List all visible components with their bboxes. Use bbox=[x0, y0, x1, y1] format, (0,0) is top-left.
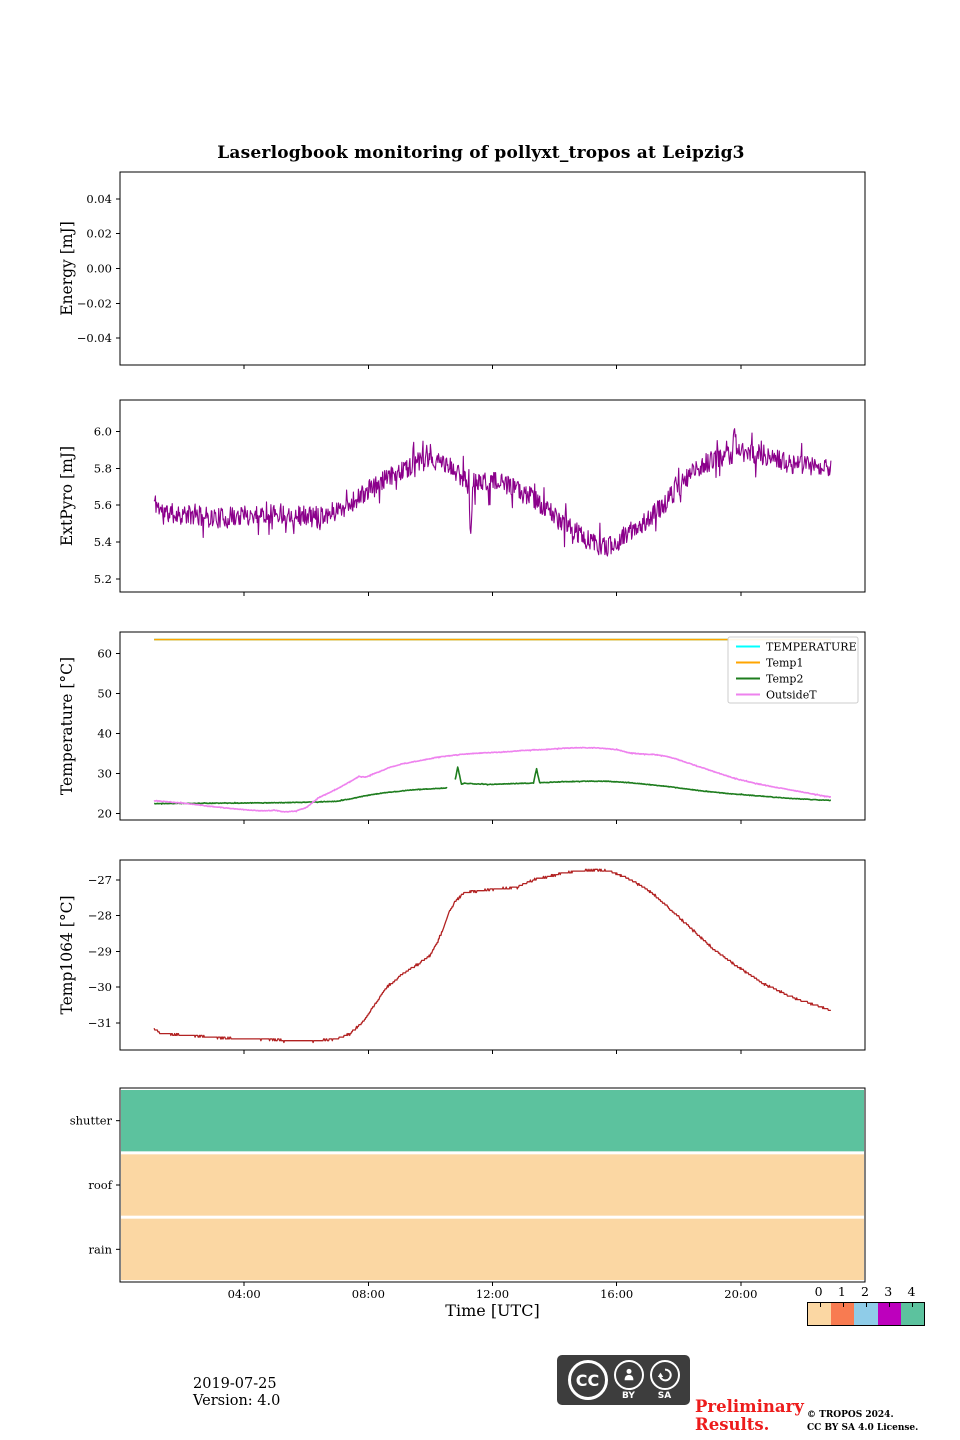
y-tick-label: 6.0 bbox=[93, 424, 112, 439]
legend-label: Temp1 bbox=[766, 656, 804, 670]
status-band-rain bbox=[121, 1219, 864, 1280]
status-band-roof bbox=[121, 1154, 864, 1215]
y-axis-label: Temperature [°C] bbox=[58, 656, 76, 796]
colorbar-segment-4 bbox=[901, 1303, 924, 1325]
legend-label: OutsideT bbox=[766, 688, 817, 702]
y-tick-label: 5.6 bbox=[93, 498, 112, 513]
colorbar-tick bbox=[912, 1303, 913, 1307]
sa-label: SA bbox=[657, 1390, 672, 1401]
y-tick-label: −28 bbox=[87, 908, 112, 923]
y-tick-label: −27 bbox=[87, 873, 112, 887]
y-tick-label: 50 bbox=[97, 686, 112, 701]
colorbar-value-label: 1 bbox=[837, 1284, 846, 1299]
cc-icon: CC bbox=[568, 1360, 608, 1400]
cc-sa-group bbox=[650, 1360, 680, 1401]
y-tick-label: 0.00 bbox=[86, 261, 112, 276]
temp1064-chart bbox=[0, 860, 960, 1050]
colorbar-segment-2 bbox=[854, 1303, 877, 1325]
date-version-block bbox=[193, 1376, 280, 1410]
share-alike-arrow-icon bbox=[650, 1360, 680, 1390]
x-tick-label: 20:00 bbox=[724, 1287, 758, 1301]
y-tick-label: 5.2 bbox=[93, 572, 112, 587]
y-tick-label: 0.02 bbox=[86, 226, 112, 241]
cc-license-badge bbox=[557, 1355, 690, 1405]
legend-label: Temp2 bbox=[766, 672, 804, 686]
colorbar-tick bbox=[820, 1303, 821, 1307]
preliminary-note: Preliminary Results. bbox=[695, 1397, 804, 1435]
colorbar-value-label: 4 bbox=[907, 1284, 916, 1299]
series-ExtPyro bbox=[154, 429, 831, 556]
y-tick-label: 5.8 bbox=[93, 461, 112, 476]
y-axis-label: Energy [mJ] bbox=[58, 221, 76, 316]
y-tick-label: 20 bbox=[97, 806, 112, 821]
series-Temp1064 bbox=[154, 869, 831, 1042]
y-tick-label: 60 bbox=[97, 646, 112, 661]
colorbar-tick bbox=[866, 1303, 867, 1307]
y-tick-label: −0.02 bbox=[76, 296, 112, 311]
y-tick-label: −0.04 bbox=[76, 331, 112, 346]
colorbar-segment-0 bbox=[808, 1303, 831, 1325]
extpyro-chart bbox=[0, 400, 960, 592]
y-tick-label: −29 bbox=[87, 944, 112, 959]
legend-label: TEMPERATURE bbox=[766, 640, 857, 654]
y-tick-label: 0.04 bbox=[86, 191, 112, 206]
plot-date: 2019-07-25 bbox=[193, 1376, 277, 1392]
series-Temp2 bbox=[154, 767, 831, 804]
copyright-note: © TROPOS 2024. CC BY SA 4.0 License. bbox=[807, 1410, 919, 1434]
y-axis-label: Temp1064 [°C] bbox=[58, 895, 76, 1015]
colorbar-segment-3 bbox=[878, 1303, 901, 1325]
colorbar-value-label: 0 bbox=[814, 1284, 823, 1299]
colorbar-values bbox=[807, 1284, 923, 1298]
plot-frame bbox=[120, 172, 865, 365]
x-axis-label: Time [UTC] bbox=[445, 1301, 540, 1320]
plot-frame bbox=[120, 400, 865, 592]
x-tick-label: 12:00 bbox=[475, 1287, 510, 1301]
x-tick-label: 04:00 bbox=[227, 1287, 261, 1301]
y-axis-label: ExtPyro [mJ] bbox=[58, 445, 76, 547]
y-tick-label: 40 bbox=[97, 726, 112, 741]
colorbar-tick bbox=[889, 1303, 890, 1307]
attribution-person-icon bbox=[614, 1360, 644, 1390]
temperature-chart bbox=[0, 632, 960, 820]
status-chart bbox=[0, 1088, 960, 1301]
status-row-label: roof bbox=[88, 1178, 112, 1192]
colorbar-segment-1 bbox=[831, 1303, 854, 1325]
status-row-label: rain bbox=[88, 1242, 112, 1257]
y-tick-label: −31 bbox=[87, 1015, 112, 1030]
figure-title: Laserlogbook monitoring of pollyxt_tropos at Leipzig3 bbox=[217, 143, 745, 163]
colorbar-value-label: 3 bbox=[884, 1284, 893, 1299]
y-tick-label: 5.4 bbox=[93, 535, 112, 550]
status-row-label: shutter bbox=[69, 1113, 112, 1128]
plot-version: Version: 4.0 bbox=[193, 1392, 281, 1409]
status-band-shutter bbox=[121, 1090, 864, 1151]
status-colorbar bbox=[807, 1302, 925, 1326]
cc-by-group bbox=[614, 1360, 644, 1401]
colorbar-tick bbox=[843, 1303, 844, 1307]
x-tick-label: 08:00 bbox=[351, 1287, 385, 1301]
colorbar-value-label: 2 bbox=[861, 1284, 869, 1299]
y-tick-label: 30 bbox=[97, 766, 112, 781]
x-tick-label: 16:00 bbox=[600, 1287, 634, 1301]
y-tick-label: −30 bbox=[87, 980, 112, 995]
by-label: BY bbox=[622, 1390, 635, 1401]
energy-chart bbox=[0, 172, 960, 365]
